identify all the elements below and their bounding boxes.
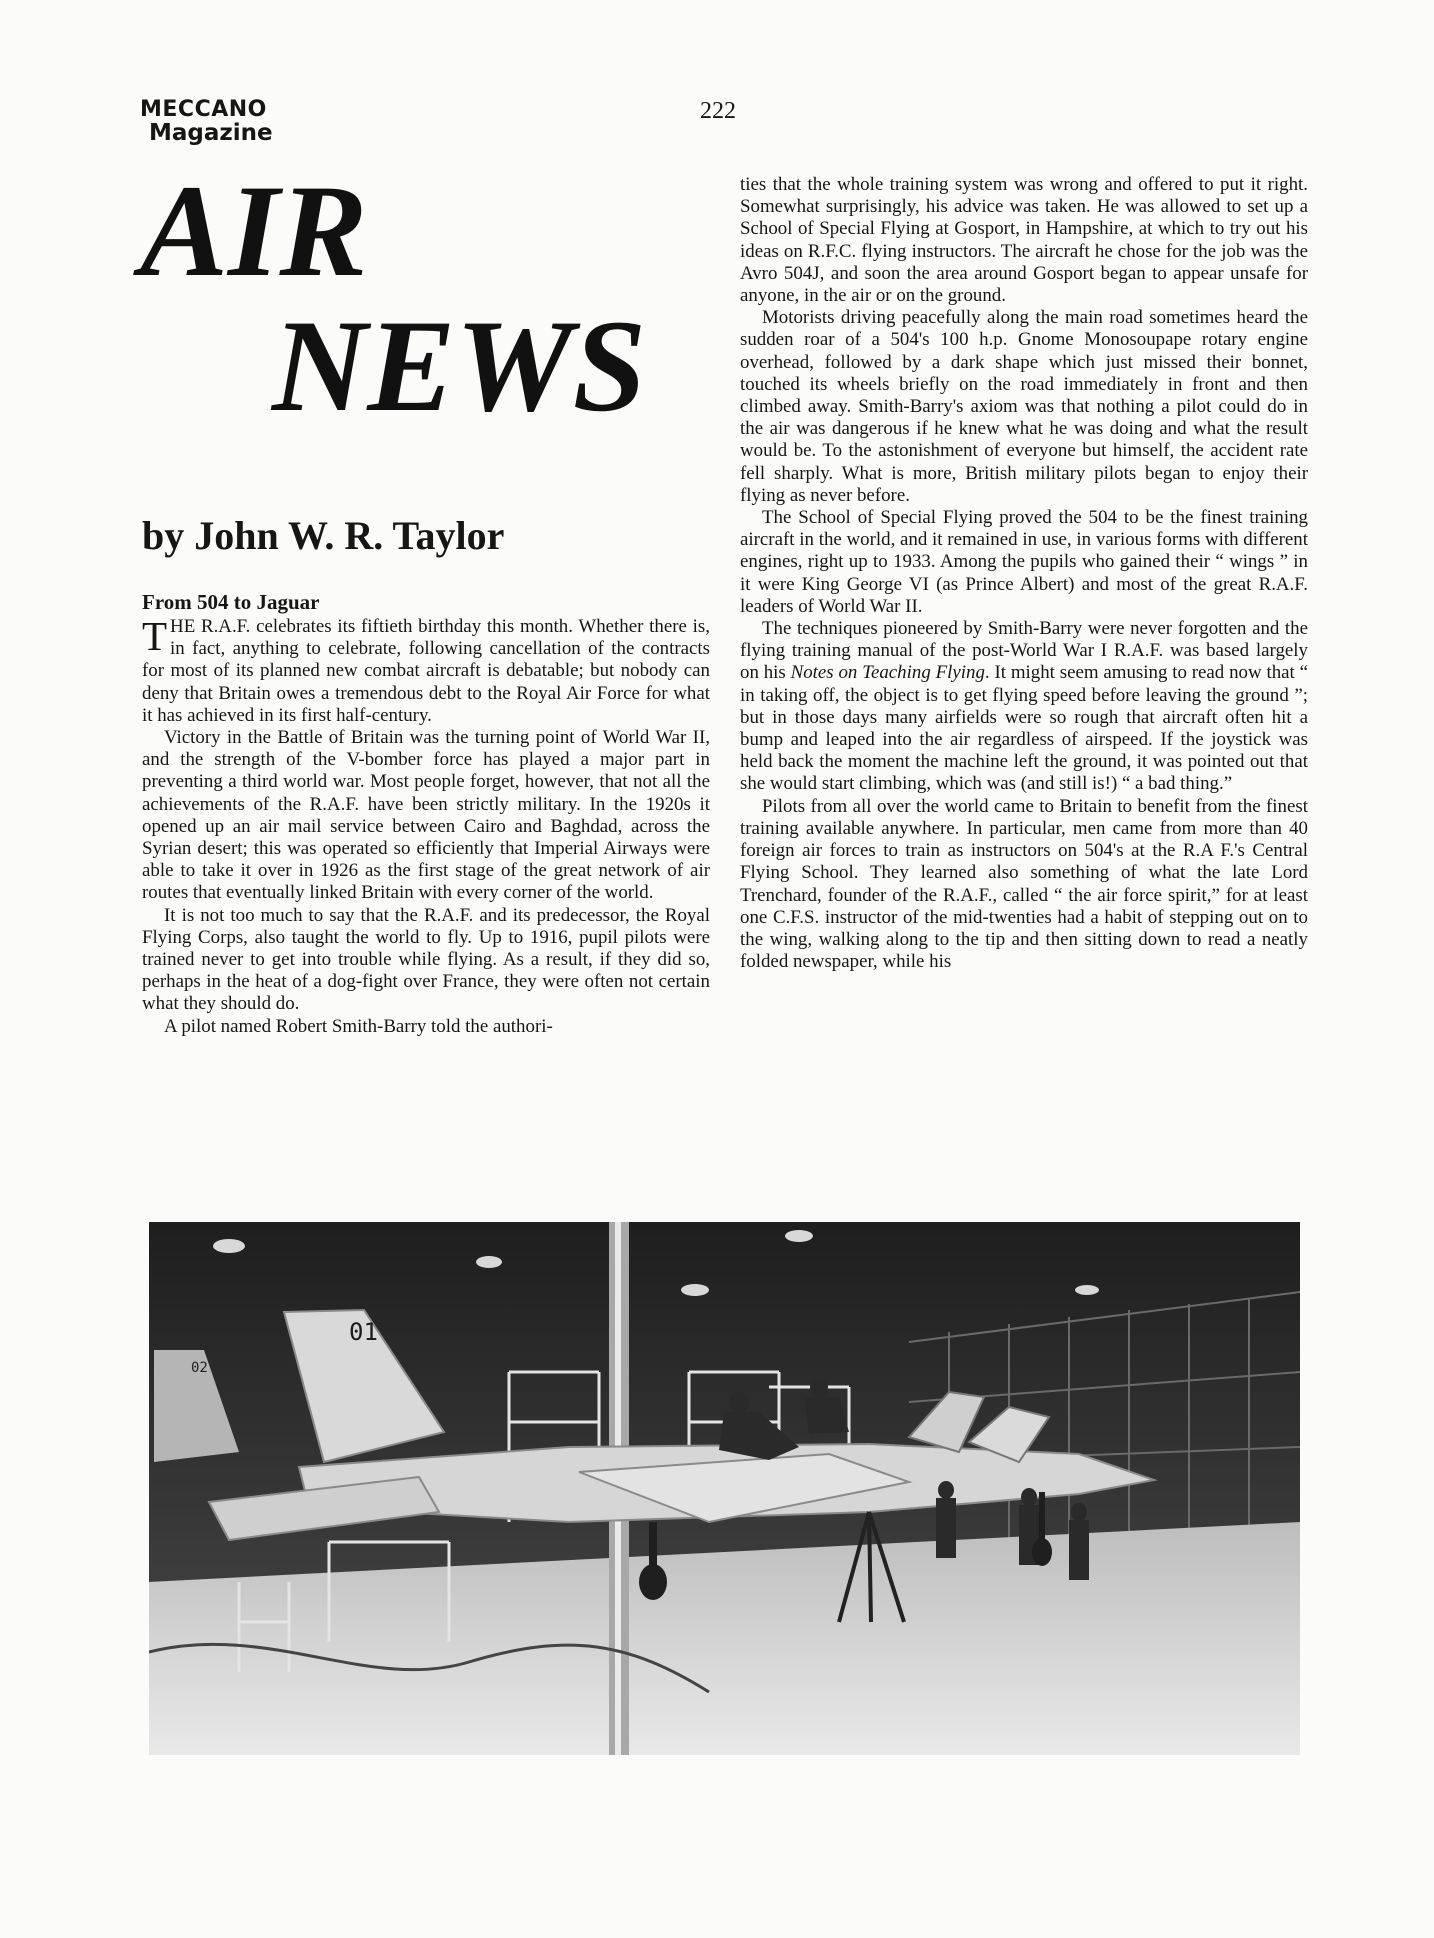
paragraph-7: The School of Special Flying proved the 504 to be the finest training aircraft in the world, and it remained in use, in various forms with different engines, right up to 1933. Among the pupils who gained their “ wings ” in it were King George VI (as Prince Albert) and most of the great R.A.F. leaders of World War II. <box>740 507 1308 617</box>
title-line1: AIR <box>140 157 368 304</box>
right-column <box>740 174 1308 973</box>
masthead-line2: Magazine <box>149 120 273 147</box>
paragraph-8 <box>740 618 1308 796</box>
hangar-illustration <box>149 1222 1300 1755</box>
tail-code: 01 <box>349 1318 378 1346</box>
page-number: 222 <box>700 98 736 124</box>
paragraph-3: It is not too much to say that the R.A.F. and its predecessor, the Royal Flying Corps, also taught the world to fly. Up to 1916, pupil pilots were trained never to get into trouble while flying. As a result, if they did so, perhaps in the heat of a dog-fight over France, they were often not certain what they should do. <box>142 904 710 1015</box>
book-title: Notes on Teaching Flying <box>790 662 985 684</box>
hangar-photo <box>149 1222 1300 1755</box>
masthead <box>140 98 273 145</box>
paragraph-9: Pilots from all over the world came to Britain to benefit from the finest training available anywhere. In particular, men came from more than 40 foreign air forces to train as instructors on 504's at the R.A F.'s Central Flying School. They learned also something of what the late Lord Trenchard, founder of the R.A.F., called “ the air force spirit,” for at least one C.F.S. instructor of the mid-twenties had a habit of stepping out on to the wing, walking along to the tip and then sitting down to read a neatly folded newspaper, while his <box>740 795 1308 973</box>
masthead-line1: MECCANO <box>140 97 267 122</box>
paragraph-1-text: HE R.A.F. celebrates its fiftieth birthday this month. Whether there is, in fact, anything to celebrate, following cancellation of the contracts for most of its planned new combat aircraft is debatable; but nobody can deny that Britain owes a tremendous debt to the Royal Air Force for what it has achieved in its first half-century. <box>142 616 710 726</box>
byline: by John W. R. Taylor <box>142 513 505 558</box>
title-line2: NEWS <box>272 292 647 439</box>
paragraph-1 <box>142 613 710 727</box>
paragraph-5: ties that the whole training system was wrong and offered to put it right. Somewhat surprisingly, his advice was taken. He was allowed to set up a School of Special Flying at Gosport, in Hampshire, at which to try out his ideas on R.F.C. flying instructors. The aircraft he chose for the job was the Avro 504J, and soon the area around Gosport began to appear unsafe for anyone, in the air or on the ground. <box>740 174 1308 307</box>
paragraph-6: Motorists driving peacefully along the main road sometimes heard the sudden roar of a 504's 100 h.p. Gnome Monosoupape rotary engine overhead, followed by a dark shape which just missed their bonnet, touched its wheels briefly on the road immediately in front and then climbed away. Smith-Barry's axiom was that nothing a pilot could do in the air was dangerous if he knew what he was doing and what the result would be. To the astonishment of everyone but himself, the accident rate fell sharply. What is more, British military pilots began to enjoy their flying as never before. <box>740 307 1308 506</box>
drop-cap: T <box>142 613 168 659</box>
paragraph-8-text-a: The techniques pioneered by Smith-Barry were never forgotten and the flying training manual of the post-World War I R.A.F. was based largely on his <box>740 618 1308 684</box>
left-column <box>142 590 710 1038</box>
rear-tail-code: 02 <box>191 1360 208 1376</box>
subhead: From 504 to Jaguar <box>142 590 320 614</box>
paragraph-8-text-b: . It might seem amusing to read now that “ in taking off, the object is to get flying speed before leaving the ground ”; but in those days many airfields were so rough that aircraft often hit a bump and leaped into the air regardless of airspeed. If the joystick was held back the moment the machine left the ground, it was pointed out that she would start climbing, which was (and still is!) “ a bad thing.” <box>740 662 1308 795</box>
paragraph-2: Victory in the Battle of Britain was the turning point of World War II, and the strength of the V-bomber force has played a major part in preventing a third world war. Most people forget, however, that not all the achievements of the R.A.F. have been strictly military. In the 1920s it opened up an air mail service between Cairo and Baghdad, across the Syrian desert; this was operated so efficiently that Imperial Airways were able to take it over in 1926 as the first stage of the great network of air routes that eventually linked Britain with every corner of the world. <box>142 727 710 904</box>
paragraph-4: A pilot named Robert Smith-Barry told the authori- <box>164 1015 553 1037</box>
